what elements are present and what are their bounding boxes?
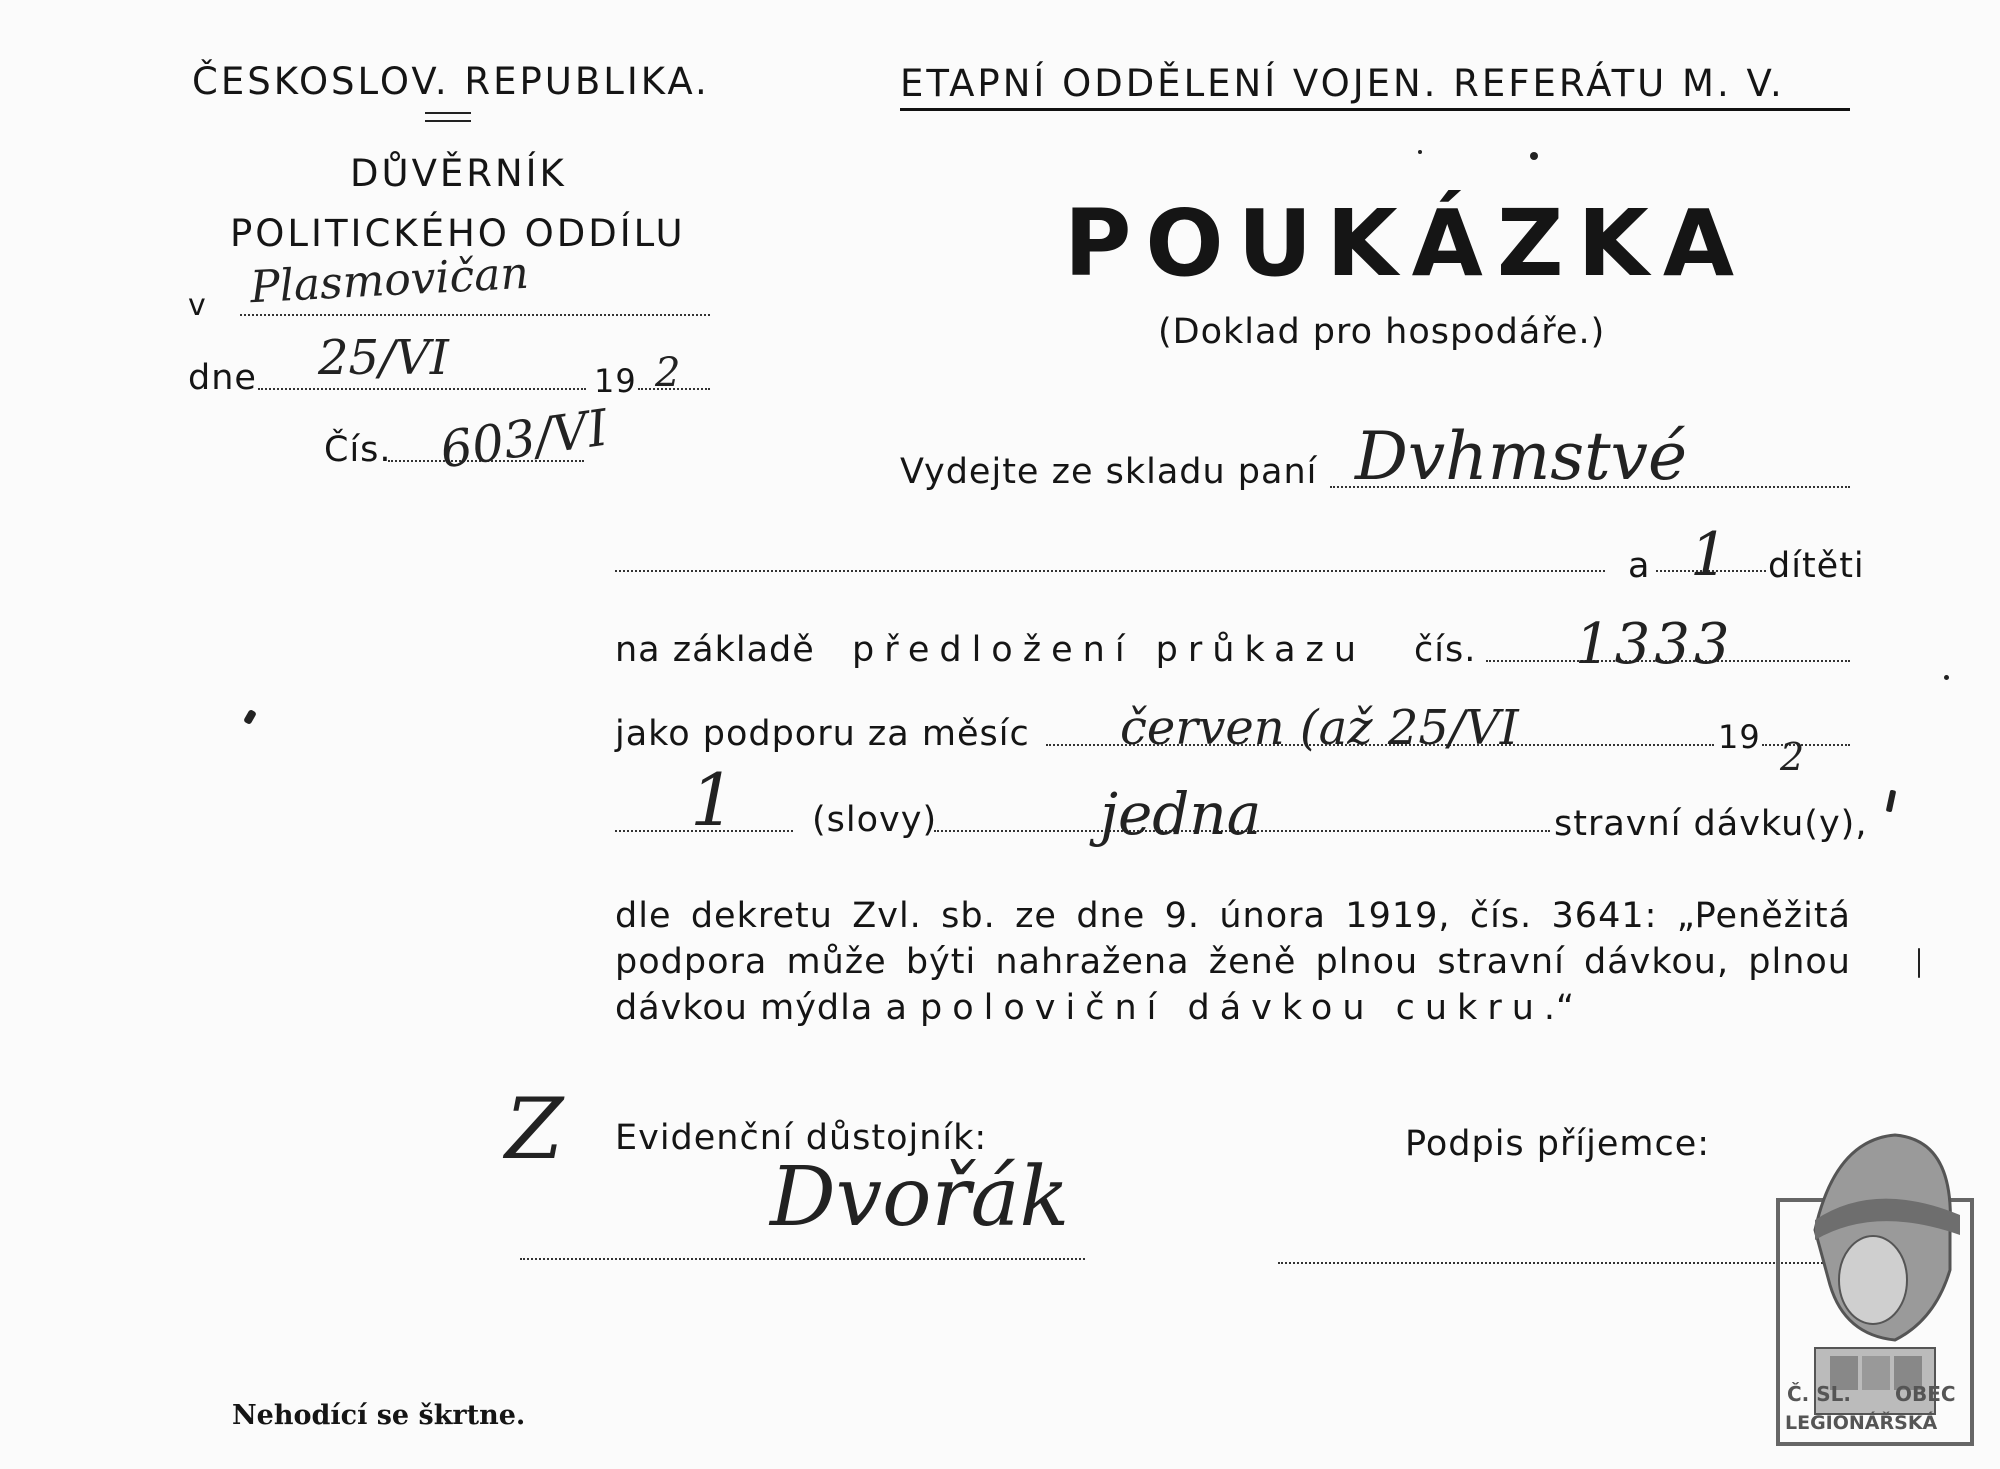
month-year-line — [1762, 744, 1850, 746]
children-suffix: dítěti — [1768, 546, 1865, 586]
year-label: 19 — [594, 362, 637, 400]
ink-speck — [243, 709, 257, 725]
issue-label: Vydejte ze skladu paní — [900, 452, 1318, 492]
decree-text-end: .“ — [1543, 988, 1576, 1028]
continuation-line — [615, 570, 1605, 572]
decree-text-spaced: poloviční dávkou cukru — [920, 988, 1544, 1028]
month-label: jako podporu za měsíc — [615, 714, 1030, 754]
document-subtitle: (Doklad pro hospodáře.) — [1158, 312, 1606, 352]
children-count-handwritten: 1 — [1690, 520, 1729, 590]
date-handwritten: 25/VI — [318, 330, 449, 386]
basis-label-c: čís. — [1414, 630, 1477, 670]
card-number-handwritten: 1333 — [1575, 612, 1734, 677]
decree-text: dle dekretu Zvl. sb. ze dne 9. února 1919, čís. 3641: „Peněžitá podpora může býti nahražena ženě plnou stravní dávkou, plnou dávkou mýdla a — [615, 896, 1851, 1028]
office-title-line1: DŮVĚRNÍK — [350, 152, 567, 195]
ink-speck — [1944, 675, 1949, 680]
month-handwritten: červen (až 25/VI — [1120, 700, 1519, 756]
document-title: POUKÁZKA — [1064, 190, 1749, 297]
date-line — [258, 388, 586, 390]
ration-suffix: stravní dávku(y), — [1554, 804, 1868, 844]
legion-logo — [1775, 1120, 1975, 1450]
year-handwritten: 2 — [655, 350, 681, 396]
ink-speck — [1886, 790, 1896, 813]
officer-label: Evidenční důstojník: — [615, 1118, 988, 1158]
decree-paragraph — [615, 893, 1851, 1031]
officer-mark-handwritten: Z — [505, 1080, 564, 1178]
basis-label-b: předložení průkazu — [852, 630, 1367, 670]
month-year-handwritten: 2 — [1780, 735, 1805, 779]
place-line — [240, 314, 710, 316]
recipient-signature-label: Podpis příjemce: — [1405, 1124, 1711, 1164]
place-label: v — [188, 288, 207, 323]
recipient-signature-line — [1278, 1262, 1850, 1264]
logo-text-1: Č. SL. — [1787, 1382, 1851, 1406]
double-rule — [425, 112, 471, 122]
ink-speck — [1418, 150, 1422, 154]
department-rule — [900, 108, 1850, 111]
state-name: ČESKOSLOV. REPUBLIKA. — [192, 60, 710, 103]
ink-speck — [1918, 948, 1920, 978]
children-a-label: a — [1628, 546, 1651, 586]
recipient-name-handwritten: Dvhmstvé — [1355, 418, 1688, 495]
date-label: dne — [188, 358, 257, 398]
officer-signature: Dvořák — [770, 1150, 1070, 1245]
office-title-line2: POLITICKÉHO ODDÍLU — [230, 212, 686, 255]
number-label: Čís. — [324, 430, 392, 470]
ration-count-handwritten: 1 — [690, 758, 736, 842]
place-handwritten: Plasmovičan — [248, 247, 531, 314]
number-handwritten: 603/VI — [436, 398, 612, 480]
officer-signature-line — [520, 1258, 1085, 1260]
ink-speck — [1530, 152, 1538, 160]
department-name: ETAPNÍ ODDĚLENÍ VOJEN. REFERÁTU M. V. — [900, 62, 1785, 105]
footnote: Nehodící se škrtne. — [232, 1400, 526, 1431]
logo-text-1b: OBEC — [1895, 1382, 1956, 1406]
slovy-label: (slovy) — [812, 800, 938, 840]
words-handwritten: jedna — [1100, 780, 1262, 848]
basis-label-a: na základě — [615, 630, 815, 670]
logo-text-2: LEGIONÁŘSKÁ — [1785, 1412, 1938, 1434]
month-year-label: 19 — [1718, 718, 1761, 756]
